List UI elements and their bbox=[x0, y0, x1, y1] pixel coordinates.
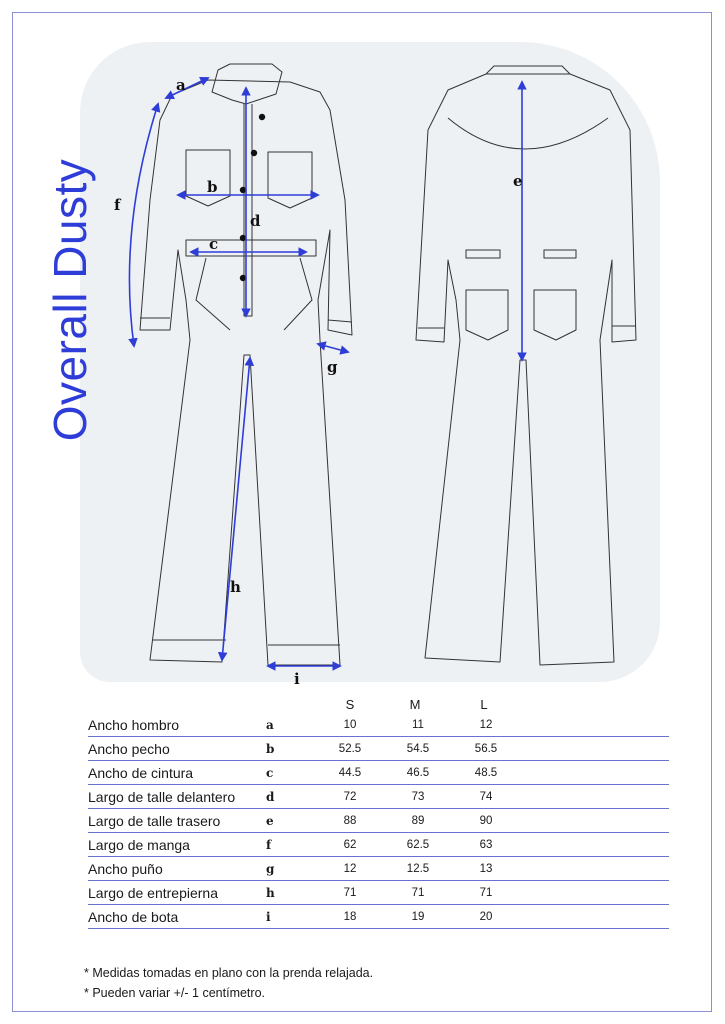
table-row bbox=[88, 905, 669, 929]
value-s: 71 bbox=[316, 881, 384, 905]
row-spacer bbox=[520, 857, 669, 881]
row-spacer bbox=[520, 809, 669, 833]
measurement-letter: i bbox=[266, 905, 316, 929]
row-spacer bbox=[520, 713, 669, 737]
size-header-l: L bbox=[480, 697, 488, 712]
value-s: 44.5 bbox=[316, 761, 384, 785]
notes bbox=[84, 963, 373, 1003]
measurement-letter: g bbox=[266, 857, 316, 881]
table-row bbox=[88, 737, 669, 761]
measurements-table bbox=[88, 713, 669, 929]
table-row bbox=[88, 785, 669, 809]
value-l: 71 bbox=[452, 881, 520, 905]
measurement-name: Ancho puño bbox=[88, 857, 266, 881]
label-f: f bbox=[114, 196, 121, 214]
measurement-letter: c bbox=[266, 761, 316, 785]
value-s: 12 bbox=[316, 857, 384, 881]
note-relaxed: * Medidas tomadas en plano con la prenda relajada. bbox=[84, 966, 374, 980]
label-d: d bbox=[250, 212, 261, 230]
row-spacer bbox=[520, 905, 669, 929]
measurement-letter: h bbox=[266, 881, 316, 905]
value-m: 12.5 bbox=[384, 857, 452, 881]
row-spacer bbox=[520, 737, 669, 761]
table-row bbox=[88, 881, 669, 905]
measurement-name: Largo de talle delantero bbox=[88, 785, 266, 809]
value-m: 73 bbox=[384, 785, 452, 809]
value-l: 56.5 bbox=[452, 737, 520, 761]
value-l: 20 bbox=[452, 905, 520, 929]
measurement-name: Ancho de cintura bbox=[88, 761, 266, 785]
value-s: 62 bbox=[316, 833, 384, 857]
value-l: 63 bbox=[452, 833, 520, 857]
value-l: 48.5 bbox=[452, 761, 520, 785]
value-s: 72 bbox=[316, 785, 384, 809]
label-g: g bbox=[327, 358, 338, 376]
label-e: e bbox=[513, 172, 523, 190]
value-s: 88 bbox=[316, 809, 384, 833]
note-variance: * Pueden variar +/- 1 centímetro. bbox=[84, 986, 265, 1000]
value-l: 74 bbox=[452, 785, 520, 809]
value-l: 13 bbox=[452, 857, 520, 881]
page-title: Overall Dusty bbox=[44, 158, 96, 442]
back-view-outline bbox=[416, 66, 636, 665]
value-m: 46.5 bbox=[384, 761, 452, 785]
label-c: c bbox=[209, 235, 219, 253]
value-m: 19 bbox=[384, 905, 452, 929]
table-row bbox=[88, 833, 669, 857]
table-row bbox=[88, 761, 669, 785]
label-a: a bbox=[176, 76, 186, 94]
measurement-letter: e bbox=[266, 809, 316, 833]
measurement-letter: f bbox=[266, 833, 316, 857]
value-m: 71 bbox=[384, 881, 452, 905]
label-b: b bbox=[207, 178, 218, 196]
size-header-m: M bbox=[409, 697, 421, 712]
table-row bbox=[88, 809, 669, 833]
value-l: 90 bbox=[452, 809, 520, 833]
measurement-name: Largo de entrepierna bbox=[88, 881, 266, 905]
row-spacer bbox=[520, 785, 669, 809]
row-spacer bbox=[520, 833, 669, 857]
measurement-letters bbox=[114, 76, 523, 688]
row-spacer bbox=[520, 881, 669, 905]
label-h: h bbox=[230, 578, 241, 596]
value-m: 62.5 bbox=[384, 833, 452, 857]
value-s: 10 bbox=[316, 713, 384, 737]
measurement-arrows bbox=[129, 78, 522, 666]
value-l: 12 bbox=[452, 713, 520, 737]
measurement-name: Ancho pecho bbox=[88, 737, 266, 761]
measurement-name: Ancho de bota bbox=[88, 905, 266, 929]
value-m: 11 bbox=[384, 713, 452, 737]
value-s: 52.5 bbox=[316, 737, 384, 761]
measurement-name: Ancho hombro bbox=[88, 713, 266, 737]
label-i: i bbox=[294, 670, 300, 688]
measurement-letter: d bbox=[266, 785, 316, 809]
measurement-letter: b bbox=[266, 737, 316, 761]
row-spacer bbox=[520, 761, 669, 785]
value-s: 18 bbox=[316, 905, 384, 929]
measurement-name: Largo de manga bbox=[88, 833, 266, 857]
value-m: 54.5 bbox=[384, 737, 452, 761]
table-row bbox=[88, 713, 669, 737]
value-m: 89 bbox=[384, 809, 452, 833]
measurement-name: Largo de talle trasero bbox=[88, 809, 266, 833]
measurement-letter: a bbox=[266, 713, 316, 737]
size-header-s: S bbox=[345, 697, 355, 712]
table-row bbox=[88, 857, 669, 881]
